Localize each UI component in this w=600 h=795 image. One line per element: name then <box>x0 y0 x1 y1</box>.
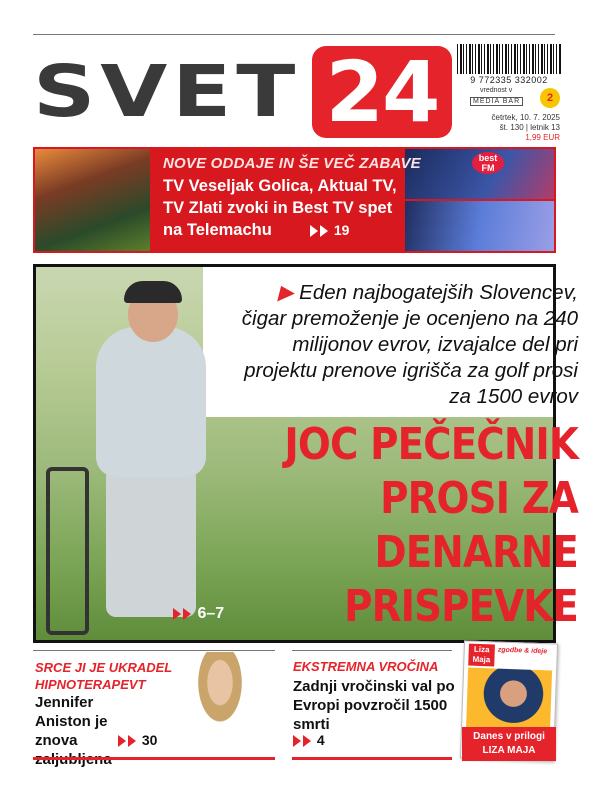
supplement-label-line1: Danes v prilogi <box>473 731 545 742</box>
golf-cart <box>46 467 89 635</box>
supplement-logo: Liza Maja <box>468 644 495 667</box>
banner-photo-stage <box>405 201 554 251</box>
banner-headline: TV Veseljak Golica, Aktual TV, TV Zlati zvoki in Best TV spet na Telemachu <box>163 177 397 239</box>
best-fm-logo: best FM <box>472 152 504 174</box>
supplement-label <box>462 727 556 761</box>
story2-kicker: EKSTREMNA VROČINA <box>293 659 439 674</box>
story2-page-number: 4 <box>316 732 325 748</box>
price-badge: 2 <box>540 88 560 108</box>
lead-headline-line: PRISPEVKE <box>344 581 578 632</box>
banner-page-number: 19 <box>333 222 350 238</box>
banner-photo-hosts <box>35 149 150 251</box>
story1-photo <box>180 652 260 754</box>
lead-lede <box>238 280 578 410</box>
barcode-number: 9 772335 332002 <box>470 75 548 85</box>
masthead-logo-24: 24 <box>325 43 439 141</box>
issue-price: 1,99 EUR <box>525 133 560 142</box>
divider <box>292 650 452 651</box>
golfer-body <box>96 327 206 477</box>
divider <box>33 650 275 651</box>
lead-headline-line: JOC PEČEČNIK <box>284 419 578 470</box>
page-arrow-icon <box>118 735 126 747</box>
supplement-label-line2: LIZA MAJA <box>482 745 536 756</box>
lede-arrow-icon: ▶ <box>277 281 300 304</box>
story2-underline <box>292 757 452 760</box>
story1-page-number: 30 <box>141 732 158 748</box>
barcode <box>457 44 561 74</box>
lead-page-number: 6–7 <box>197 605 225 622</box>
lead-headline-line: PROSI ZA <box>380 473 578 524</box>
banner-kicker: NOVE ODDAJE IN ŠE VEČ ZABAVE <box>163 155 421 172</box>
top-rule <box>33 34 555 35</box>
value-label: vrednost v <box>480 87 513 94</box>
page-arrow-icon <box>320 225 328 237</box>
partner-logo: MEDIA BAR <box>470 97 523 106</box>
supplement-tagline: zgodbe & ideje <box>497 646 548 656</box>
golfer-legs <box>106 467 196 617</box>
lead-headline[interactable] <box>261 418 578 634</box>
page-arrow-icon <box>310 225 318 237</box>
golfer-cap <box>124 281 182 303</box>
issue-meta <box>490 113 560 143</box>
story1-kicker: SRCE JI JE UKRADEL HIPNOTERAPEVT <box>35 660 173 692</box>
page-arrow-icon <box>183 608 191 620</box>
story2-page-ref <box>293 732 325 748</box>
issue-number: št. 130 | letnik 13 <box>499 123 560 132</box>
story1-underline <box>33 757 275 760</box>
lead-lede-text: Eden najbogatejših Slovencev, čigar premoženje je ocenjeno na 240 milijonov evrov, izvajalce del pri projektu prenove igrišča za golf prosi za 1500 evrov <box>241 281 578 408</box>
page-arrow-icon <box>293 735 301 747</box>
page-arrow-icon <box>173 608 181 620</box>
page-arrow-icon <box>128 735 136 747</box>
story1-page-ref <box>118 732 157 748</box>
page-arrow-icon <box>303 735 311 747</box>
story2-headline[interactable]: Zadnji vročinski val po Evropi povzročil 1500 smrti <box>293 678 455 733</box>
banner-page-ref <box>310 222 349 238</box>
masthead-logo-svet: SVET <box>33 50 301 133</box>
issue-date: četrtek, 10. 7. 2025 <box>491 113 560 122</box>
story1-headline[interactable]: Jennifer Aniston je znova <box>35 694 108 749</box>
lead-headline-line: DENARNE <box>374 527 578 578</box>
lead-page-ref <box>173 605 224 623</box>
